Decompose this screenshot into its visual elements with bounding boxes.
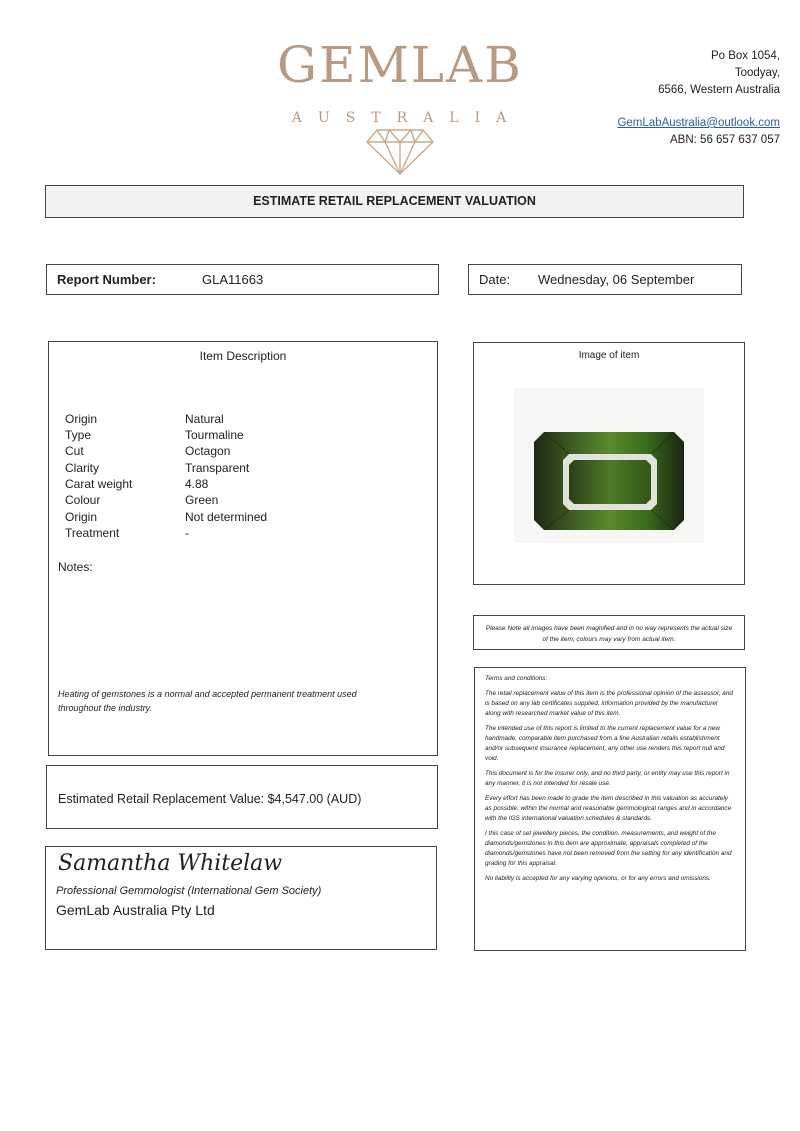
document-title: ESTIMATE RETAIL REPLACEMENT VALUATION [253, 194, 536, 208]
valuation-box [46, 765, 438, 829]
terms-paragraph: No liability is accepted for any varying opinions, or for any errors and omissions. [485, 875, 711, 882]
item-description-box [48, 341, 438, 756]
spec-row [65, 444, 230, 458]
terms-text [485, 674, 735, 889]
spec-value: Green [185, 493, 219, 507]
spec-value: - [185, 526, 189, 540]
report-number-box [46, 264, 439, 295]
terms-paragraph: This document is for the insurer only, and no third party, or entity may use this report in any manner, it is not intended for resale use. [485, 770, 730, 787]
spec-value: Octagon [185, 444, 231, 458]
spec-key: Cut [65, 444, 84, 458]
diamond-logo-icon [365, 128, 435, 176]
spec-key: Origin [65, 510, 98, 524]
email-link[interactable]: GemLabAustralia@outlook.com [617, 117, 780, 129]
terms-box [474, 667, 746, 951]
item-image-box [473, 342, 745, 585]
photo-disclaimer-box [473, 615, 745, 650]
spec-key: Origin [65, 412, 98, 426]
date-box [468, 264, 742, 295]
terms-heading: Terms and conditions: [485, 675, 548, 682]
spec-row [65, 510, 267, 524]
signoff-box [45, 846, 437, 950]
address-line: Po Box 1054, [710, 50, 780, 62]
address-line: 6566, Western Australia [658, 84, 780, 96]
report-number-value: GLA11663 [202, 272, 264, 287]
spec-key: Colour [65, 493, 101, 507]
company-name: GemLab Australia Pty Ltd [56, 902, 215, 918]
terms-paragraph: I this case of set jewellery pieces, the condition, measurements, and weight of the diamonds/gemstones in this item are approximate, appraisals completed of the diamonds/gemstones have not been removed from the setting for any identification and grading for this appraisal. [485, 830, 732, 867]
spec-value: Transparent [185, 461, 250, 475]
signature: Samantha Whitelaw [58, 851, 283, 876]
gemlab-logo [270, 30, 530, 155]
spec-value: Tourmaline [185, 428, 244, 442]
spec-value: Natural [185, 412, 224, 426]
logo-subtitle: AUSTRALIA [291, 110, 523, 126]
address-line: Toodyay, [734, 67, 780, 79]
spec-row [65, 461, 249, 475]
spec-key: Clarity [65, 461, 100, 475]
report-number-label: Report Number: [57, 272, 156, 287]
document-title-box [45, 185, 744, 218]
spec-key: Type [65, 428, 92, 442]
spec-row [65, 428, 244, 442]
terms-paragraph: The intended use of this report is limited to the current replacement value for a new handmade, comparable item purchased from a fine Australian retails establishment and/or subsequent insurance replacement, any other use renders this report null and void. [485, 725, 725, 762]
gemmologist-title: Professional Gemmologist (International Gem Society) [56, 885, 322, 897]
spec-row [65, 493, 218, 507]
replacement-value: Estimated Retail Replacement Value: $4,547.00 (AUD) [58, 792, 362, 806]
spec-value: Not determined [185, 510, 268, 524]
spec-key: Treatment [65, 526, 120, 540]
spec-row [65, 477, 208, 491]
photo-disclaimer: Please Note all images have been magnified and in no way represents the actual size of the item, colours may vary from actual item. [485, 625, 733, 643]
item-image-title: Image of item [578, 350, 640, 361]
abn: ABN: 56 657 637 057 [670, 134, 780, 146]
item-description-title: Item Description [199, 349, 287, 363]
spec-key: Carat weight [65, 477, 133, 491]
terms-paragraph: The retail replacement value of this item is the professional opinion of the assessor, and is based on any lab certificates supplied, information provided by the manufacturer along with researched market value of this item. [485, 690, 733, 717]
gemstone-photo [514, 388, 704, 543]
logo-wordmark: GEMLAB [277, 36, 523, 94]
spec-row [65, 412, 224, 426]
company-address [540, 48, 780, 149]
heating-note: Heating of gemstones is a normal and accepted permanent treatment used throughout the industry. [58, 689, 357, 713]
terms-paragraph: Every effort has been made to grade the item described in this valuation as accurately as possible, within the normal and reasonable gemmological ranges and in accordance with the IGS international valuation schedules & standards. [485, 795, 732, 822]
date-label: Date: [479, 272, 511, 287]
spec-row [65, 526, 189, 540]
date-value: Wednesday, 06 September [538, 272, 695, 287]
tourmaline-gem-image [514, 388, 704, 543]
notes-label: Notes: [58, 560, 93, 574]
spec-value: 4.88 [185, 477, 209, 491]
